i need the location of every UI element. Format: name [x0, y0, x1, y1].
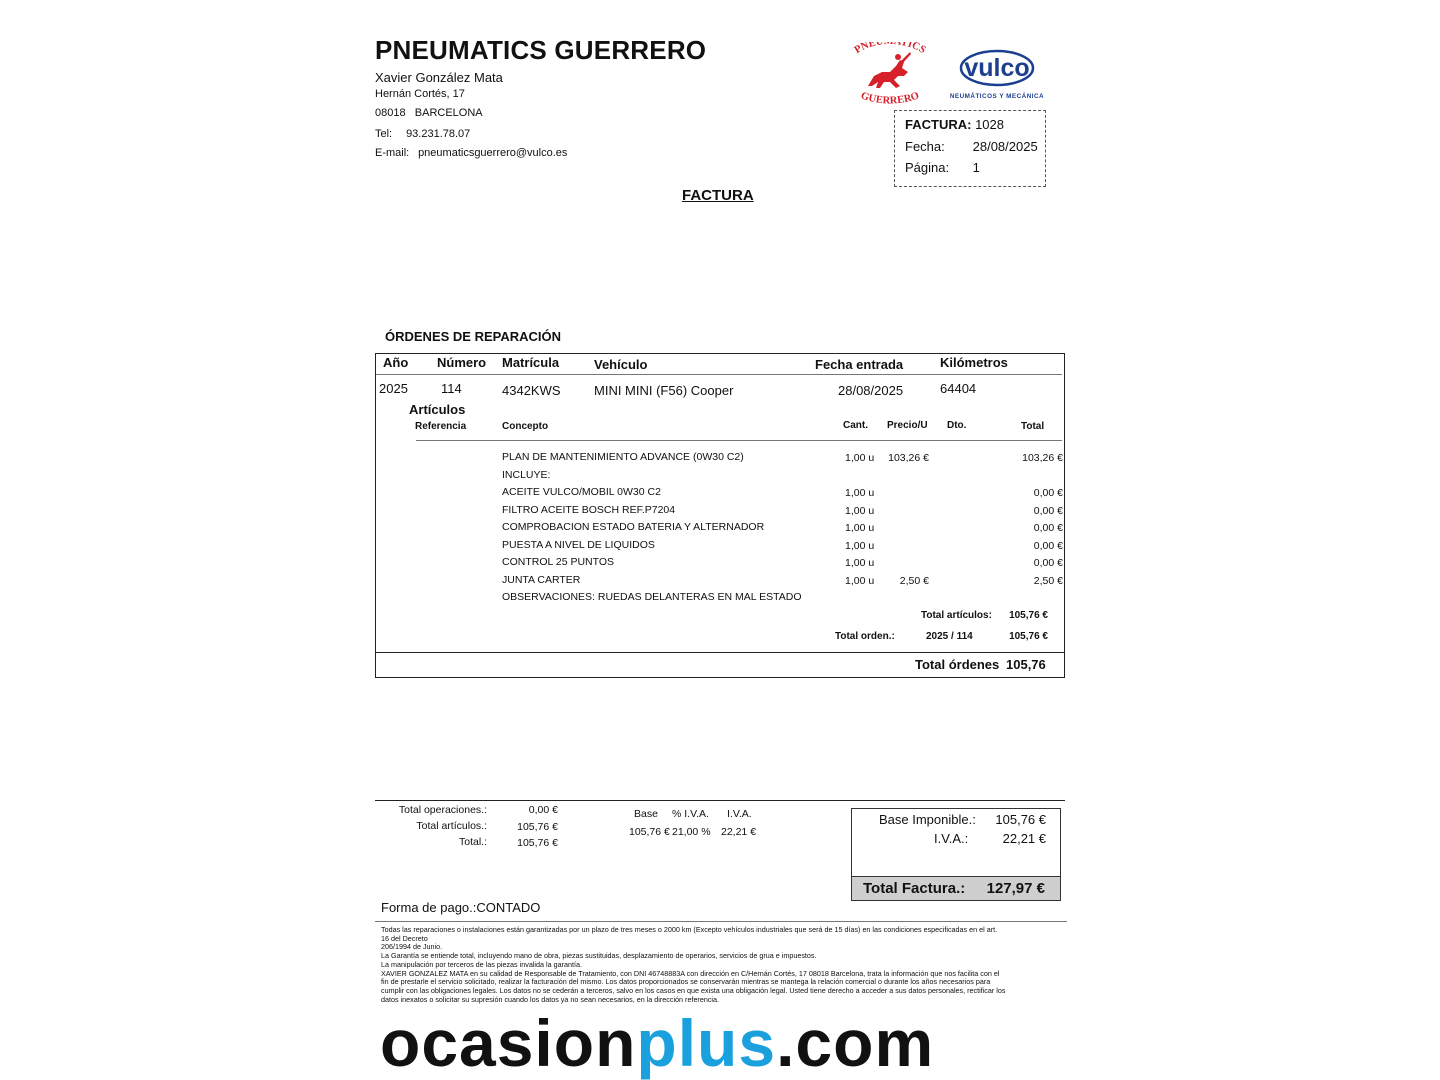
summary-total-articulos-label: Total artículos.:: [416, 820, 487, 832]
articulos-label: Artículos: [409, 402, 466, 417]
item-cant: 1,00 u: [845, 487, 875, 499]
company-city-line: [375, 107, 483, 119]
list-item: CONTROL 25 PUNTOS: [502, 556, 615, 568]
watermark-part-com: .com: [776, 1006, 935, 1080]
company-name: PNEUMATICS GUERRERO: [375, 35, 707, 65]
legal-line: fin de prestarle el servicio solicitado, realizar la facturación del mismo. Los datos proporcionados se conservarán mientras se mantega la relación comercial o durante los años necesarios para: [381, 977, 991, 987]
invoice-number-row: [905, 117, 1004, 132]
company-email-line: [375, 147, 567, 159]
total-orden-value: 105,76 €: [1009, 631, 1048, 642]
company-city: BARCELONA: [414, 107, 483, 119]
items-header-total: Total: [1021, 421, 1045, 432]
legal-text: [381, 926, 1061, 1004]
item-cant: 1,00 u: [845, 522, 875, 534]
horse-rider-icon: [868, 52, 911, 88]
email-label: E-mail:: [375, 147, 410, 159]
invoice-date: 28/08/2025: [972, 139, 1038, 154]
base-imponible-label: Base Imponible.:: [879, 812, 976, 827]
item-cant: 1,00 u: [845, 452, 875, 464]
summary-total-value: 105,76 €: [517, 837, 558, 849]
total-factura-bar: [852, 876, 1060, 900]
total-orden-ref: 2025 / 114: [926, 631, 973, 642]
payment-method: Forma de pago.:CONTADO: [381, 900, 541, 915]
svg-text:PNEUMATICS: [853, 42, 928, 56]
legal-divider: [375, 921, 1067, 922]
item-cant: 1,00 u: [845, 574, 875, 587]
item-precio: 103,26 €: [888, 452, 929, 464]
total-ordenes-divider: [376, 652, 1064, 653]
list-item: PLAN DE MANTENIMIENTO ADVANCE (0W30 C2): [502, 451, 744, 463]
total-operaciones-value: 0,00 €: [528, 804, 558, 816]
tax-iva-value: 22,21 €: [721, 826, 757, 838]
invoice-date-label: Fecha:: [905, 139, 945, 154]
pg-logo-top-text: PNEU TICS: [852, 42, 928, 57]
vulco-tagline: NEUMÁTICOS Y MECÁNICA: [949, 93, 1045, 100]
company-tel-line: [375, 128, 470, 140]
company-tel: 93.231.78.07: [406, 128, 471, 140]
items-header-cant: Cant.: [843, 420, 868, 431]
invoice-totals-box: [851, 808, 1061, 901]
invoice-page-row: [905, 160, 980, 175]
vulco-logo: [945, 48, 1055, 102]
tax-rate-value: 21,00 %: [672, 826, 711, 838]
legal-line: La manipulación por terceros de las piezas invalida la garantía.: [381, 959, 582, 969]
total-iva-label: I.V.A.:: [934, 831, 969, 846]
item-total: 2,50 €: [1033, 574, 1063, 587]
header-divider: [376, 374, 1062, 375]
invoice-number-label: FACTURA:: [905, 117, 972, 132]
tel-label: Tel:: [375, 128, 393, 140]
pneumatics-guerrero-logo: [838, 42, 942, 108]
list-item: JUNTA CARTER: [502, 573, 581, 586]
item-cant: 1,00 u: [845, 557, 875, 569]
list-item: INCLUYE:: [502, 468, 551, 481]
order-anio: 2025: [379, 381, 408, 396]
invoice-number: 1028: [975, 117, 1004, 132]
total-ordenes-value: 105,76: [1006, 657, 1046, 672]
total-articulos-label: Total artículos:: [921, 610, 992, 621]
watermark-part-plus: plus: [636, 1006, 777, 1080]
item-cant: 1,00 u: [845, 539, 875, 552]
orders-table: [375, 353, 1065, 678]
base-imponible-value: 105,76 €: [995, 812, 1046, 827]
total-operaciones-label: Total operaciones.:: [398, 804, 487, 816]
ocasionplus-watermark: [380, 1006, 935, 1080]
legal-line: XAVIER GONZALEZ MATA en su calidad de Responsable de Tratamiento, con DNI 46748883A con dirección en C/Hernán Cortés, 17 08018 Barcelona, trata la información que nos facilita con el: [381, 968, 1000, 978]
tax-base-header: Base: [634, 808, 658, 820]
tax-base-value: 105,76 €: [629, 826, 670, 838]
legal-line: cumplir con las obligaciones legales. Los datos no se cederán a terceros, salvo en los casos en que exista una obligación legal. Usted tiene derecho a acceder a sus datos personales, rectificar los: [381, 985, 1006, 995]
legal-line: datos inexatos o solicitar su supresión cuando los datos ya no sean necesarios, en la dirección referencia.: [381, 994, 720, 1004]
items-header-dto: Dto.: [947, 420, 967, 431]
watermark-part-ocasion: ocasion: [380, 1006, 637, 1080]
order-vehiculo: MINI MINI (F56) Cooper: [594, 383, 734, 398]
item-total: 0,00 €: [1033, 522, 1063, 534]
item-cant: 1,00 u: [845, 504, 875, 517]
summary-total-articulos-value: 105,76 €: [517, 821, 558, 833]
item-total: 0,00 €: [1033, 504, 1063, 517]
items-header-concepto: Concepto: [502, 421, 549, 432]
item-total: 0,00 €: [1033, 557, 1063, 569]
col-header-matricula: Matrícula: [502, 355, 560, 370]
company-owner: Xavier González Mata: [375, 70, 503, 85]
tax-iva-header: I.V.A.: [727, 808, 752, 820]
total-factura-value: 127,97 €: [986, 880, 1045, 897]
order-matricula: 4342KWS: [502, 383, 561, 398]
pg-logo-bottom-text: GUERRERO: [859, 90, 921, 107]
items-list: [376, 451, 1064, 611]
col-header-kilometros: Kilómetros: [940, 355, 1008, 370]
col-header-vehiculo: Vehículo: [594, 357, 648, 372]
svg-text:GUERRERO: [859, 90, 920, 106]
col-header-anio: Año: [383, 355, 409, 370]
total-iva-value: 22,21 €: [1002, 831, 1046, 846]
invoice-date-row: [905, 139, 1038, 154]
order-numero: 114: [441, 381, 462, 396]
col-header-fecha-entrada: Fecha entrada: [815, 357, 904, 372]
company-email: pneumaticsguerrero@vulco.es: [418, 147, 568, 159]
legal-line: La Garantía se entiende total, incluyendo mano de obra, piezas sustituidas, desplazamiento de operarios, servicios de grua e impuestos.: [381, 951, 817, 961]
invoice-page-label: Página:: [905, 160, 950, 175]
total-orden-label: Total orden.:: [835, 631, 895, 642]
total-articulos-value: 105,76 €: [1009, 610, 1048, 621]
order-kilometros: 64404: [940, 381, 977, 396]
tax-rate-header: % I.V.A.: [672, 808, 709, 820]
legal-line: 16 del Decreto: [381, 933, 428, 943]
item-total: 103,26 €: [1022, 452, 1063, 464]
legal-line: 206/1994 de Junio.: [381, 942, 443, 952]
items-header-precio: Precio/U: [887, 420, 928, 431]
total-ordenes-label: Total órdenes: [915, 657, 1000, 672]
document-title: FACTURA: [682, 187, 754, 204]
invoice-page: 1: [972, 160, 980, 175]
order-fecha-entrada: 28/08/2025: [838, 383, 904, 398]
col-header-numero: Número: [437, 355, 487, 370]
list-item: OBSERVACIONES: RUEDAS DELANTERAS EN MAL ESTADO: [502, 591, 802, 603]
list-item: COMPROBACION ESTADO BATERIA Y ALTERNADOR: [502, 521, 765, 533]
item-total: 0,00 €: [1033, 539, 1063, 552]
list-item: FILTRO ACEITE BOSCH REF.P7204: [502, 503, 676, 516]
list-item: PUESTA A NIVEL DE LIQUIDOS: [502, 538, 655, 551]
company-address: Hernán Cortés, 17: [375, 88, 465, 100]
vulco-logo-text: vulco: [964, 54, 1030, 82]
orders-section-title: ÓRDENES DE REPARACIÓN: [385, 329, 562, 344]
items-header-referencia: Referencia: [415, 421, 467, 432]
items-header-divider: [416, 440, 1062, 441]
summary-divider: [375, 800, 1065, 801]
legal-line: Todas las reparaciones o instalaciones están garantizadas por un plazo de tres meses o 2000 km (Excepto vehículos industriales que será de 15 días) en las condiciones especificadas en el art.: [381, 925, 998, 934]
invoice-info-box: [894, 110, 1046, 187]
summary-total-label: Total.:: [458, 836, 487, 848]
list-item: ACEITE VULCO/MOBIL 0W30 C2: [502, 486, 661, 498]
item-total: 0,00 €: [1033, 487, 1063, 499]
item-precio: 2,50 €: [899, 574, 929, 587]
total-factura-label: Total Factura.:: [863, 880, 966, 897]
company-postal: 08018: [375, 107, 406, 119]
